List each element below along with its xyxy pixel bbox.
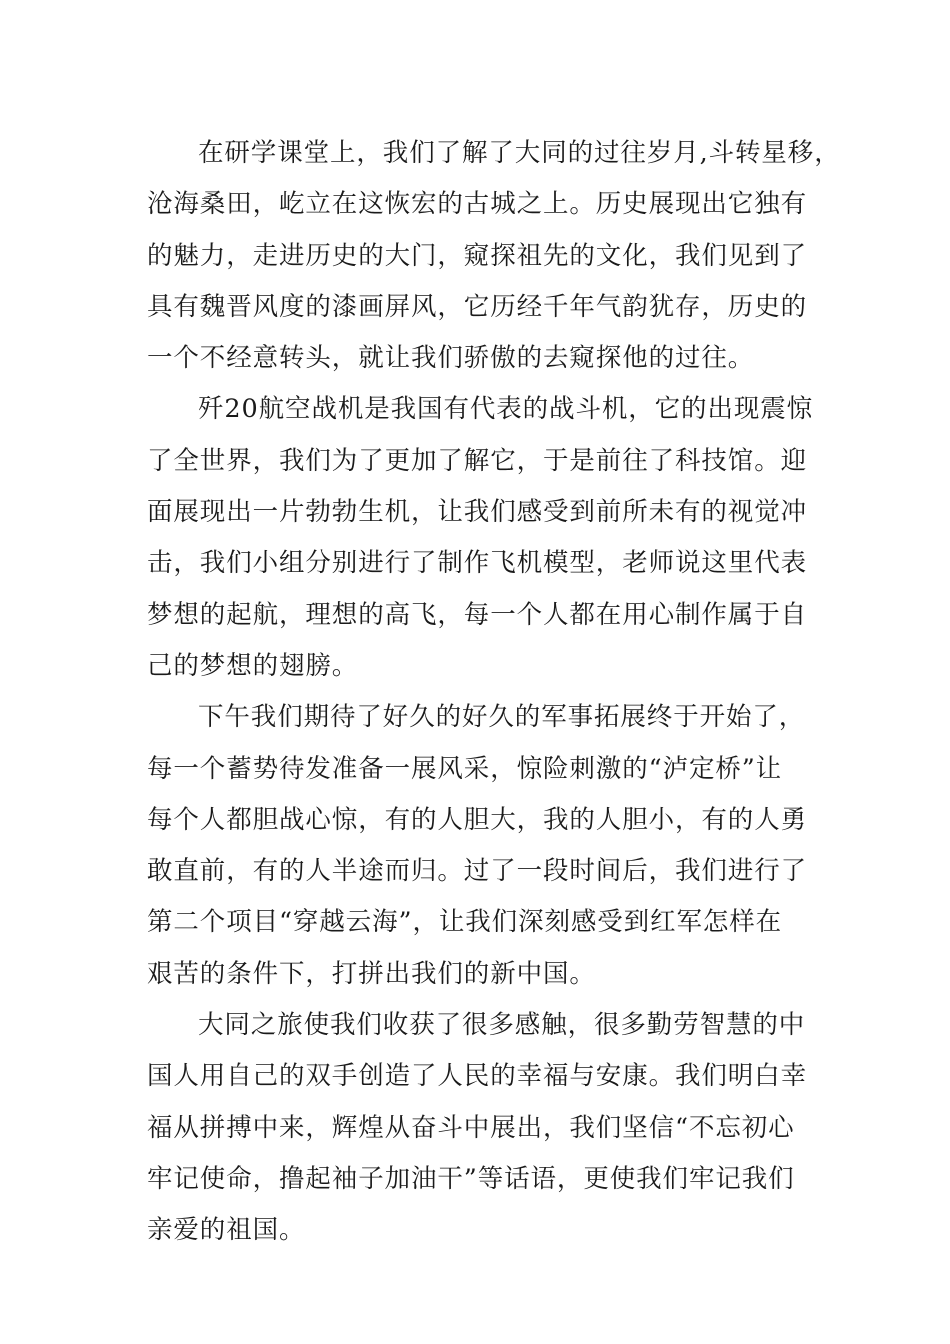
text-line: 梦想的起航，理想的高飞，每一个人都在用心制作属于自 <box>147 599 808 630</box>
text-line: 具有魏晋风度的漆画屏风，它历经千年气韵犹存，历史的 <box>147 291 808 322</box>
paragraph-4 <box>147 1000 817 1256</box>
text-line: 沧海桑田，屹立在这恢宏的古城之上。历史展现出它独有 <box>147 189 808 220</box>
text-line: 国人用自己的双手创造了人民的幸福与安康。我们明白幸 <box>147 1061 808 1092</box>
text-line: 第二个项目“穿越云海”，让我们深刻感受到红军怎样在 <box>147 907 783 938</box>
text-line: 艰苦的条件下，打拼出我们的新中国。 <box>147 958 596 989</box>
text-line: 亲爱的祖国。 <box>147 1215 306 1246</box>
text-line: 击，我们小组分别进行了制作飞机模型，老师说这里代表 <box>147 548 808 579</box>
text-line: 在研学课堂上，我们了解了大同的过往岁月,斗转星移， <box>198 138 841 168</box>
text-line: 敢直前，有的人半途而归。过了一段时间后，我们进行了 <box>147 856 808 887</box>
text-line: 面展现出一片勃勃生机，让我们感受到前所未有的视觉冲 <box>147 497 808 528</box>
text-line: 己的梦想的翅膀。 <box>147 650 359 681</box>
text-line: 下午我们期待了好久的好久的军事拓展终于开始了， <box>198 702 806 733</box>
document-body <box>147 128 841 1257</box>
text-line: 每一个蓄势待发准备一展风采，惊险刺激的“泸定桥”让 <box>147 753 783 784</box>
text-line: 的魅力，走进历史的大门，窥探祖先的文化，我们见到了 <box>147 240 808 271</box>
text-line: 歼20航空战机是我国有代表的战斗机，它的出现震惊 <box>198 394 814 425</box>
text-line: 了全世界，我们为了更加了解它，于是前往了科技馆。迎 <box>147 445 808 476</box>
text-line: 大同之旅使我们收获了很多感触，很多勤劳智慧的中 <box>198 1010 806 1041</box>
paragraph-2 <box>147 384 817 692</box>
text-line: 福从拼搏中来，辉煌从奋斗中展出，我们坚信“不忘初心 <box>147 1112 795 1143</box>
paragraph-3 <box>147 692 817 1000</box>
text-line: 牢记使命，撸起袖子加油干”等话语，更使我们牢记我们 <box>147 1163 795 1194</box>
text-line: 一个不经意转头，就让我们骄傲的去窥探他的过往。 <box>147 343 755 374</box>
text-line: 每个人都胆战心惊，有的人胆大，我的人胆小，有的人勇 <box>147 804 808 835</box>
paragraph-1 <box>147 128 841 384</box>
